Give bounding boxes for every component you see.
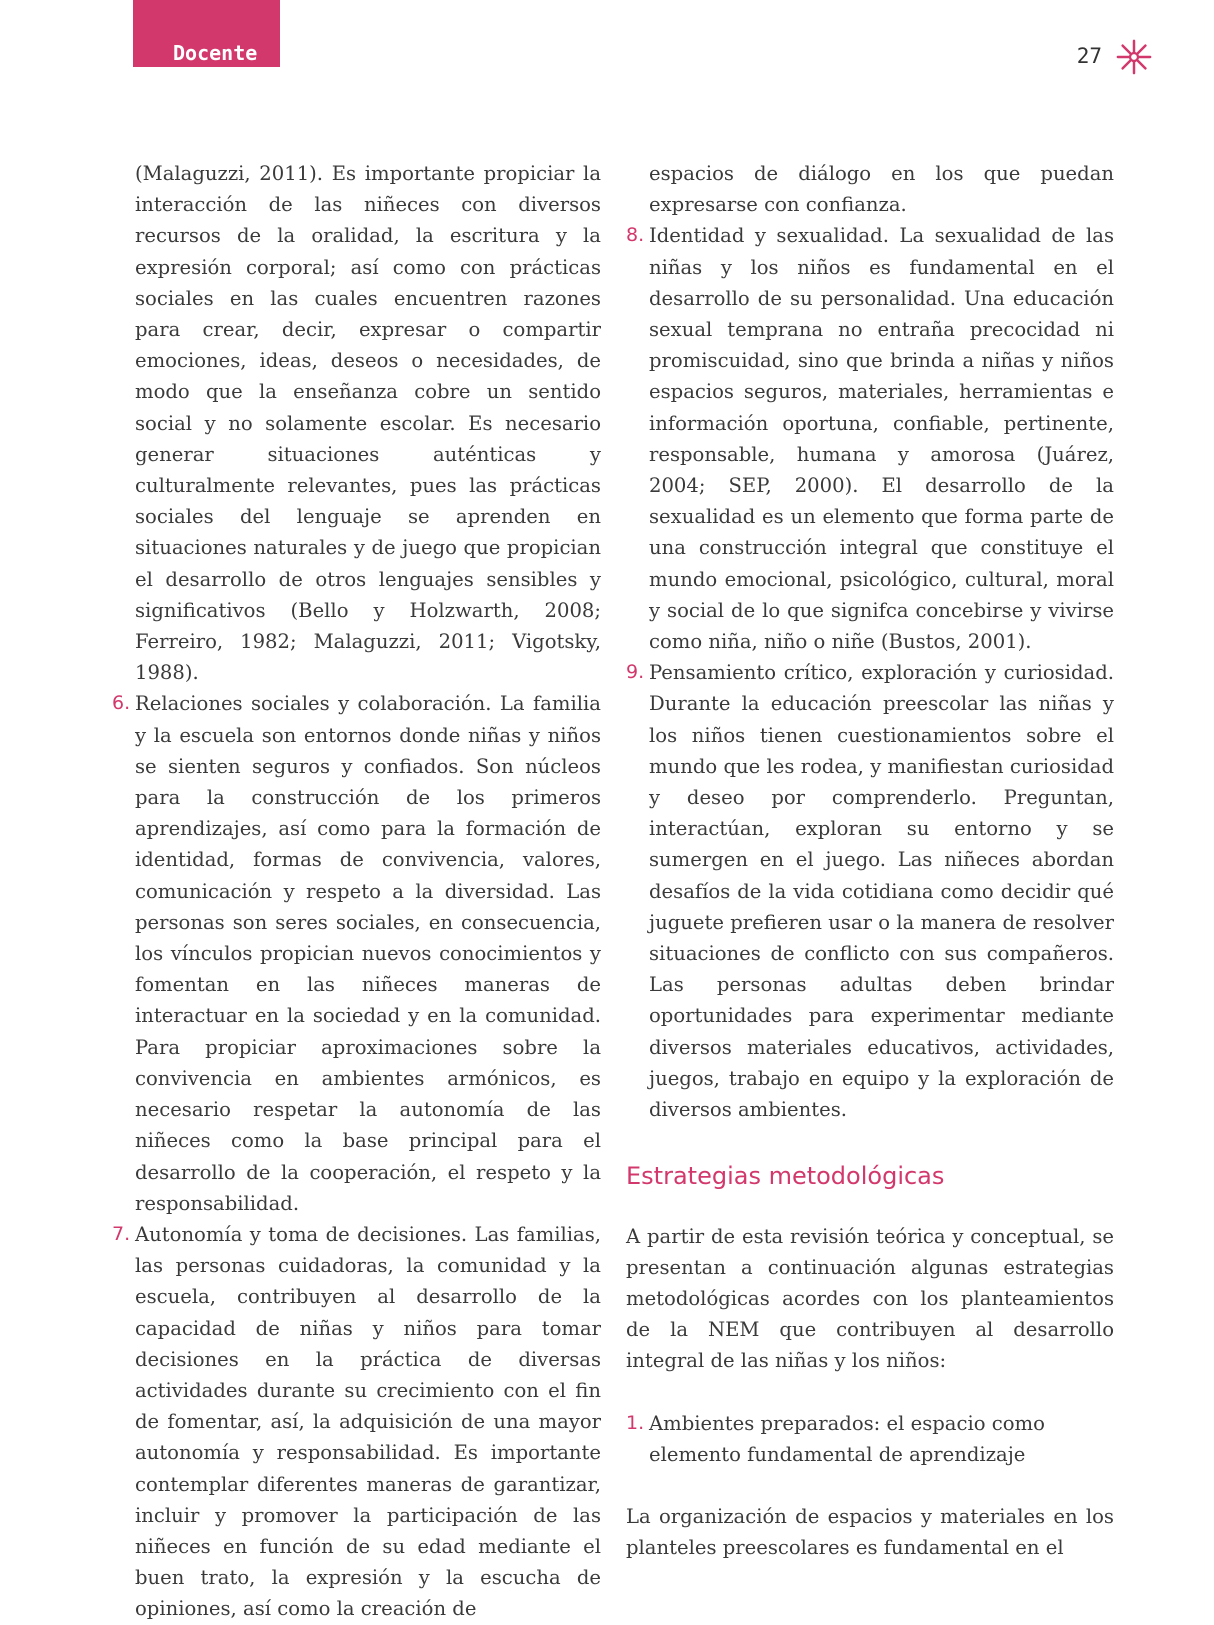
list-item-number: 9.	[626, 661, 645, 684]
list-item-number: 6.	[112, 692, 131, 715]
list-item-text: Autonomía y toma de decisiones. Las familias, las personas cuidadoras, la comunidad y la escuela, contribuyen al desarrollo de la capacidad de niñas y niños para tomar decisiones en la práctica de diversas actividades durante su crecimiento con el fin de fomentar, así, la adquisición de una mayor autonomía y responsabilidad. Es importante contemplar diferentes maneras de garantizar, incluir y promover la participación de las niñeces en función de su edad mediante el buen trato, la expresión y la escucha de opiniones, así como la creación de	[135, 1222, 601, 1621]
list-item-text: Ambientes preparados: el espacio como elemento fundamental de aprendizaje	[649, 1411, 1045, 1466]
strategy-list-item	[626, 1408, 1114, 1470]
list-item-text: Identidad y sexualidad. La sexualidad de las niñas y los niños es fundamental en el desarrollo de su personalidad. Una educación sexual temprana no entraña precocidad ni promiscuidad, sino que brinda a niñas y niños espacios seguros, materiales, herramientas e información oportuna, confiable, pertinente, responsable, humana y amorosa (Juárez, 2004; SEP, 2000). El desarrollo de la sexualidad es un elemento que forma parte de una construcción integral que constituye el mundo emocional, psicológico, cultural, moral y social de lo que signifca concebirse y vivirse como niña, niño o niñe (Bustos, 2001).	[649, 224, 1114, 654]
section-tab-label: Docente	[173, 41, 258, 65]
flower-icon	[1115, 38, 1153, 76]
list-item	[112, 688, 601, 1218]
section-tab	[133, 0, 280, 67]
left-intro-paragraph: (Malaguzzi, 2011). Es importante propiciar la interacción de las niñeces con diversos recursos de la oralidad, la escritura y la expresión corporal; así como con prácticas sociales en las cuales encuentren razones para crear, decir, expresar o compartir emociones, ideas, deseos o necesidades, de modo que la enseñanza cobre un sentido social y no solamente escolar. Es necesario generar situaciones auténticas y culturalmente relevantes, pues las prácticas sociales del lenguaje se aprenden en situaciones naturales y de juego que propician el desarrollo de otros lenguajes sensibles y significativos (Bello y Holzwarth, 2008; Ferreiro, 1982; Malaguzzi, 2011; Vigotsky, 1988).	[135, 162, 601, 685]
left-column	[112, 158, 601, 1625]
continuation-paragraph: espacios de diálogo en los que puedan expresarse con confianza.	[649, 162, 1114, 217]
list-item	[626, 657, 1114, 1125]
list-item-text: Relaciones sociales y colaboración. La familia y la escuela son entornos donde niñas y niños se sienten seguros y confiados. Son núcleos para la construcción de los primeros aprendizajes, así como para la formación de identidad, formas de convivencia, valores, comunicación y respeto a la diversidad. Las personas son seres sociales, en consecuencia, los vínculos propician nuevos conocimientos y fomentan en las niñeces maneras de interactuar en la sociedad y en la comunidad. Para propiciar aproximaciones sobre la convivencia en ambientes armónicos, es necesario respetar la autonomía de las niñeces como la base principal para el desarrollo de la cooperación, el respeto y la responsabilidad.	[135, 692, 601, 1215]
right-column	[626, 158, 1114, 1563]
section-heading: Estrategias metodológicas	[626, 1162, 945, 1191]
list-item-number: 7.	[112, 1222, 131, 1245]
list-item-text: Pensamiento crítico, exploración y curiosidad. Durante la educación preescolar las niñas y los niños tienen cuestionamientos sobre el mundo que les rodea, y manifiestan curiosidad y deseo por comprenderlo. Preguntan, interactúan, exploran su entorno y se sumergen en el juego. Las niñeces abordan desafíos de la vida cotidiana como decidir qué juguete prefieren usar o la manera de resolver situaciones de conflicto con sus compañeros. Las personas adultas deben brindar oportunidades para experimentar mediante diversos materiales educativos, actividades, juegos, trabajo en equipo y la exploración de diversos ambientes.	[649, 661, 1114, 1122]
list-item-number: 8.	[626, 224, 645, 247]
section-intro-paragraph: A partir de esta revisión teórica y conceptual, se presentan a continuación algunas estrategias metodológicas acordes con los planteamientos de la NEM que contribuyen al desarrollo integral de las niñas y los niños:	[626, 1224, 1114, 1373]
list-item	[112, 1219, 601, 1625]
list-item-number: 1.	[626, 1411, 645, 1434]
page-number: 27	[1076, 44, 1102, 68]
list-item	[626, 220, 1114, 657]
closing-paragraph: La organización de espacios y materiales en los planteles preescolares es fundamental en el	[626, 1504, 1114, 1560]
